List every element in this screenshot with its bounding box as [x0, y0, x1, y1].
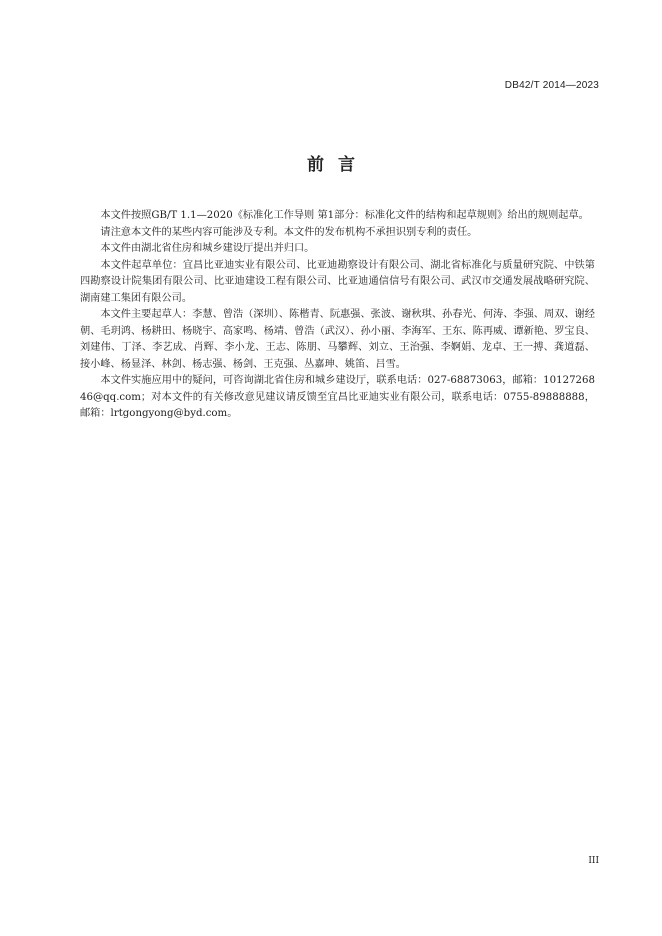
page-number: III: [588, 856, 599, 866]
document-body: [80, 208, 595, 423]
paragraph-drafters: 本文件主要起草人：李慧、曾浩（深圳）、陈楷青、阮惠强、张波、谢秋琪、孙春光、何涛、李强、周双、谢经朝、毛玥鸿、杨耕田、杨晓宇、高家鸣、杨靖、曾浩（武汉）、孙小丽、李海军、王东、陈再威、谭新艳、罗宝良、刘建伟、丁泽、李艺成、肖辉、李小龙、王志、陈朋、马攀辉、刘立、王治强、李婀娟、龙卓、王一搏、龚道磊、接小峰、杨显泽、林剑、杨志强、杨剑、王克强、丛嘉珅、姚笛、吕雪。: [80, 309, 595, 370]
paragraph-proposer: 本文件由湖北省住房和城乡建设厅提出并归口。: [100, 243, 315, 254]
document-code: DB42/T 2014—2023: [504, 80, 599, 91]
paragraph-drafting-units: 本文件起草单位：宜昌比亚迪实业有限公司、比亚迪勘察设计有限公司、湖北省标准化与质量研究院、中铁第四勘察设计院集团有限公司、比亚迪建设工程有限公司、比亚迪通信信号有限公司、武汉市交通发展战略研究院、湖南建工集团有限公司。: [80, 259, 595, 304]
paragraph-contact: 本文件实施应用中的疑问，可咨询湖北省住房和城乡建设厅，联系电话：027-68873063，邮箱：1012726846@qq.com；对本文件的有关修改意见建议请反馈至宜昌比亚迪实业有限公司，联系电话：0755-89888888，邮箱：lrtgongyong@byd.com。: [80, 375, 595, 419]
paragraph-drafting-rules: 本文件按照GB/T 1.1—2020《标准化工作导则 第1部分：标准化文件的结构和起草规则》给出的规则起草。: [100, 210, 589, 221]
paragraph-patent-notice: 请注意本文件的某些内容可能涉及专利。本文件的发布机构不承担识别专利的责任。: [100, 226, 478, 238]
page-title: 前言: [307, 155, 369, 175]
